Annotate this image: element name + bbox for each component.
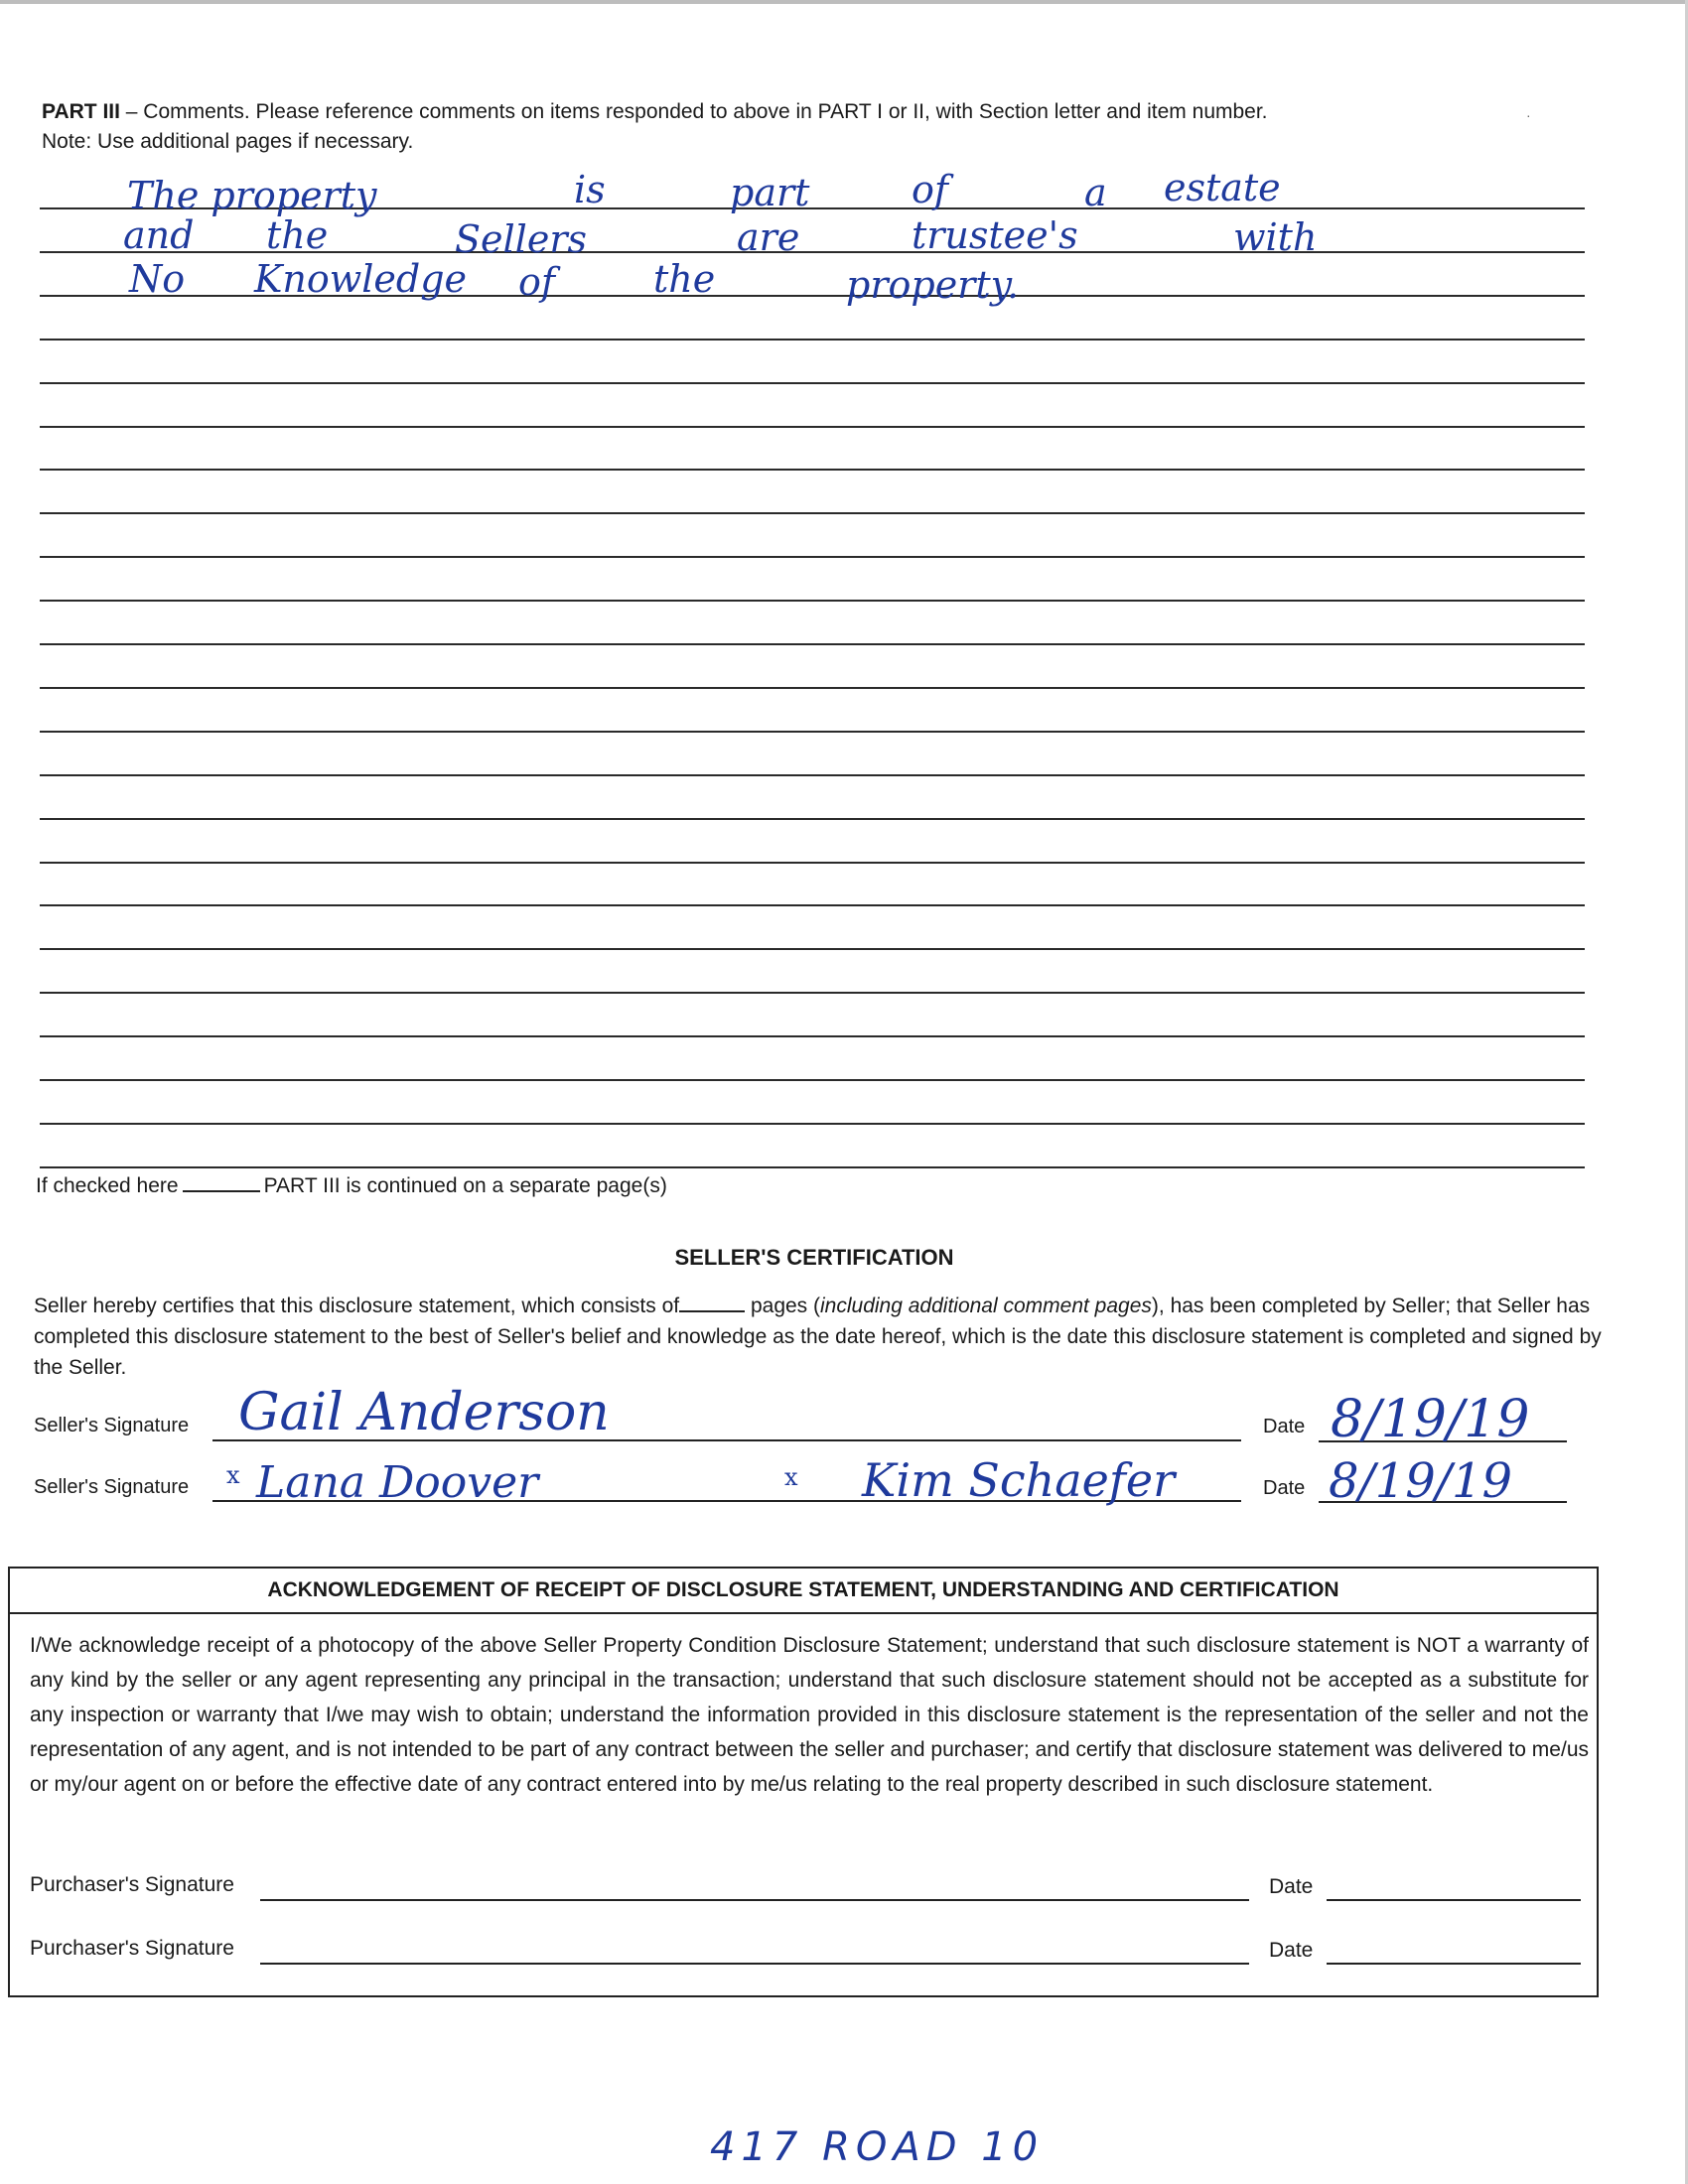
scan-speck: · xyxy=(1526,107,1531,123)
hw-word: is xyxy=(574,168,606,211)
comment-line[interactable] xyxy=(40,862,1585,864)
seller-signature-2b: Kim Schaefer xyxy=(862,1453,1176,1507)
certification-text-a: Seller hereby certifies that this disclosure statement, which consists of xyxy=(34,1295,680,1317)
hw-word: with xyxy=(1233,215,1318,259)
comment-line[interactable] xyxy=(40,469,1585,471)
hw-word: property. xyxy=(846,263,1020,307)
comment-line[interactable] xyxy=(40,1166,1585,1168)
comment-line[interactable] xyxy=(40,382,1585,384)
hw-word: the xyxy=(266,213,329,257)
hw-word: a xyxy=(1084,171,1107,214)
hw-word: estate xyxy=(1164,166,1281,209)
part3-label: PART III xyxy=(42,100,120,123)
continued-prefix: If checked here xyxy=(36,1174,179,1197)
scan-top-edge xyxy=(0,0,1688,4)
hw-word: are xyxy=(737,215,800,259)
comment-line[interactable] xyxy=(40,904,1585,906)
purchaser-signature-line-2[interactable] xyxy=(260,1963,1249,1965)
comment-line[interactable] xyxy=(40,339,1585,341)
part3-header xyxy=(42,97,1531,157)
hw-word: Knowledge xyxy=(254,257,468,301)
continued-suffix: PART III is continued on a separate page(s) xyxy=(263,1174,667,1197)
hw-word: Sellers xyxy=(455,217,587,261)
hw-word: the xyxy=(653,257,716,301)
purchaser-signature-label-2: Purchaser's Signature xyxy=(30,1937,234,1960)
hw-word: No xyxy=(129,257,186,301)
comment-line[interactable] xyxy=(40,731,1585,733)
continued-checkbox-blank[interactable] xyxy=(183,1172,260,1192)
certification-text-c: ), has been completed by Seller; that Seller has completed this disclosure statement to the best of Seller's belief and knowledge as the date hereof, which is the date this disclosure statement is completed and signed by the Seller. xyxy=(34,1295,1602,1379)
purchaser-date-label-1: Date xyxy=(1269,1875,1314,1898)
footer-handwritten-address: 417 ROAD 10 xyxy=(710,2124,1045,2170)
hw-word: of xyxy=(912,168,948,211)
acknowledgement-box xyxy=(8,1567,1599,1997)
comment-line[interactable] xyxy=(40,818,1585,820)
purchaser-date-line-1[interactable] xyxy=(1327,1899,1581,1901)
certification-text-italic: including additional comment pages xyxy=(820,1295,1152,1317)
comment-line[interactable] xyxy=(40,512,1585,514)
comment-line[interactable] xyxy=(40,687,1585,689)
seller-date-label-2: Date xyxy=(1263,1477,1306,1499)
part3-note: Note: Use additional pages if necessary. xyxy=(42,130,414,153)
seller-signature-1: Gail Anderson xyxy=(238,1383,610,1442)
comment-line[interactable] xyxy=(40,643,1585,645)
part3-instruction: – Comments. Please reference comments on items responded to above in PART I or II, with Section letter and item number. xyxy=(119,100,1268,123)
hw-word: The property xyxy=(127,174,377,217)
signature-x-mark: x xyxy=(226,1461,240,1489)
hw-word: part xyxy=(730,171,810,214)
hw-word: of xyxy=(518,260,555,304)
acknowledgement-title: ACKNOWLEDGEMENT OF RECEIPT OF DISCLOSURE STATEMENT, UNDERSTANDING AND CERTIFICATION xyxy=(10,1569,1597,1614)
purchaser-signature-label-1: Purchaser's Signature xyxy=(30,1873,234,1896)
seller-date-2: 8/19/19 xyxy=(1329,1453,1513,1509)
purchaser-signature-line-1[interactable] xyxy=(260,1899,1249,1901)
continued-row xyxy=(36,1172,667,1198)
signature-x-mark: x xyxy=(784,1463,798,1491)
page-count-blank[interactable] xyxy=(679,1293,745,1312)
comment-line[interactable] xyxy=(40,1035,1585,1037)
seller-signature-label-2: Seller's Signature xyxy=(34,1476,190,1498)
comment-line[interactable] xyxy=(40,600,1585,602)
certification-title: SELLER'S CERTIFICATION xyxy=(674,1245,954,1270)
certification-text xyxy=(34,1291,1603,1383)
comment-line[interactable] xyxy=(40,1079,1585,1081)
comment-line[interactable] xyxy=(40,948,1585,950)
hw-word: and xyxy=(123,213,195,257)
comment-line[interactable] xyxy=(40,556,1585,558)
seller-date-1: 8/19/19 xyxy=(1331,1390,1530,1449)
seller-signature-2a: Lana Doover xyxy=(256,1457,539,1508)
comment-line[interactable] xyxy=(40,426,1585,428)
certification-text-b: pages ( xyxy=(745,1295,821,1317)
comment-line[interactable] xyxy=(40,1123,1585,1125)
seller-date-label-1: Date xyxy=(1263,1416,1306,1437)
seller-signature-label-1: Seller's Signature xyxy=(34,1415,190,1436)
comment-line[interactable] xyxy=(40,992,1585,994)
purchaser-date-line-2[interactable] xyxy=(1327,1963,1581,1965)
hw-word: trustee's xyxy=(912,213,1078,257)
comment-line[interactable] xyxy=(40,774,1585,776)
acknowledgement-text: I/We acknowledge receipt of a photocopy of the above Seller Property Condition Disclosure Statement; understand that such disclosure statement is NOT a warranty of any kind by the seller or any agent representing any principal in the transaction; understand that such disclosure statement should not be accepted as a substitute for any inspection or warranty that I/we may wish to obtain; understand the information provided in this disclosure statement is the representation of the seller and not the representation of any agent, and is not intended to be part of any contract between the seller and purchaser; and certify that disclosure statement was delivered to me/us or my/our agent on or before the effective date of any contract entered into by me/us relating to the real property described in such disclosure statement. xyxy=(30,1634,1589,1796)
purchaser-date-label-2: Date xyxy=(1269,1939,1314,1962)
